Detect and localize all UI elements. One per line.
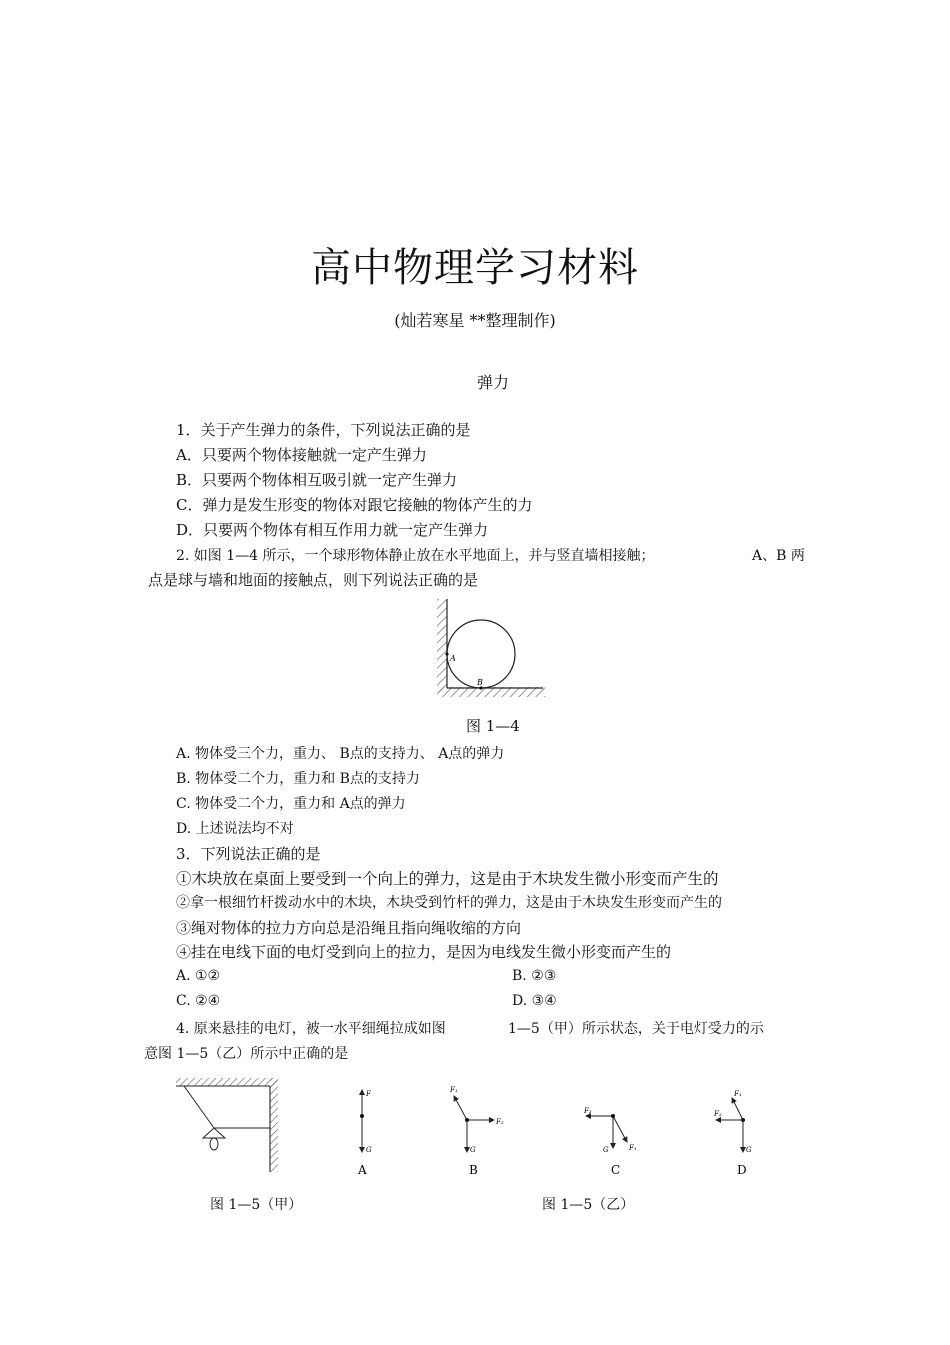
diagram-b-caption: B <box>469 1163 478 1177</box>
q2-stem-line1: 2. 如图 1—4 所示，一个球形物体静止放在水平地面上，并与竖直墙相接触； <box>176 548 655 564</box>
diagram-b-label-f2: F₂ <box>496 1118 504 1126</box>
q3-option-b: B. ②③ <box>512 968 557 984</box>
diagram-c-label-f1: F₁ <box>629 1144 637 1152</box>
diagram-a-label-g: G <box>366 1146 372 1154</box>
diagram-a-caption: A <box>358 1163 367 1177</box>
q3-stem: 3．下列说法正确的是 <box>176 845 321 863</box>
ceiling-hatching <box>176 1078 278 1086</box>
q2-option-b: B. 物体受二个力，重力和 B点的支持力 <box>176 771 420 787</box>
lamp-shade <box>203 1128 225 1138</box>
diagram-c-point <box>611 1114 615 1118</box>
diagram-b-force-f1-arrow <box>454 1096 467 1120</box>
diagram-a-label-f: F <box>366 1090 371 1098</box>
q4-stem-line2: 意图 1—5（乙）所示中正确的是 <box>144 1046 349 1062</box>
diagram-b-label-g: G <box>470 1146 476 1154</box>
q2-option-c: C. 物体受二个力，重力和 A点的弹力 <box>176 796 406 812</box>
wall-hatching <box>437 599 447 693</box>
q1-stem: 1．关于产生弹力的条件，下列说法正确的是 <box>176 421 471 439</box>
q2-stem-line1-right: A、B 两 <box>752 548 805 564</box>
diagram-d-label-g: G <box>746 1146 752 1154</box>
section-heading: 弹力 <box>476 373 509 392</box>
q1-option-d: D．只要两个物体有相互作用力就一定产生弹力 <box>176 521 489 539</box>
diagram-c-force-f1-arrow <box>613 1116 627 1142</box>
diagram-d-label-f1: F₁ <box>734 1090 742 1098</box>
figure-1-5-jia-caption: 图 1—5（甲） <box>210 1197 303 1213</box>
q3-statement-4: ④挂在电线下面的电灯受到向上的拉力，是因为电线发生微小形变而产生的 <box>176 943 672 961</box>
q3-option-d: D. ③④ <box>512 993 557 1009</box>
diagram-d-point <box>741 1118 745 1122</box>
q4-stem-line1-right: 1—5（甲）所示状态，关于电灯受力的示 <box>508 1021 764 1037</box>
q3-statement-3: ③绳对物体的拉力方向总是沿绳且指向绳收缩的方向 <box>176 919 522 937</box>
diagram-c-caption: C <box>611 1163 621 1177</box>
q1-option-c: C．弹力是发生形变的物体对跟它接触的物体产生的力 <box>176 496 533 514</box>
q3-statement-1: ①木块放在桌面上要受到一个向上的弹力，这是由于木块发生微小形变而产生的 <box>176 870 719 888</box>
figure-1-5-yi-force-diagrams <box>330 1076 770 1184</box>
figure-1-5-yi-caption: 图 1—5（乙） <box>542 1197 635 1213</box>
q3-option-c: C. ②④ <box>176 993 221 1009</box>
diagram-b-label-f1: F₁ <box>450 1086 458 1094</box>
diagram-c-label-f2: F₂ <box>584 1107 592 1115</box>
contact-point-a <box>445 652 448 655</box>
diagram-a-point <box>360 1114 364 1118</box>
q4-stem-line1-left: 4. 原来悬挂的电灯，被一水平细绳拉成如图 <box>176 1021 446 1037</box>
suspension-wire <box>184 1086 214 1128</box>
q1-option-a: A．只要两个物体接触就一定产生弹力 <box>176 446 427 464</box>
q3-option-a: A. ①② <box>176 968 221 984</box>
label-b: B <box>477 678 483 687</box>
lamp-bulb-icon <box>210 1138 218 1150</box>
diagram-a <box>357 1090 372 1177</box>
q3-statement-2: ②拿一根细竹杆拨动水中的木块，木块受到竹杆的弹力，这是由于木块发生形变而产生的 <box>176 895 722 911</box>
page-subtitle: (灿若寒星 **整理制作) <box>394 311 556 330</box>
label-a: A <box>450 654 456 663</box>
diagram-d-force-f1-arrow <box>732 1098 743 1120</box>
side-wall-hatching <box>270 1078 278 1172</box>
diagram-c <box>583 1107 637 1177</box>
q2-option-d: D. 上述说法均不对 <box>176 821 294 837</box>
q1-option-b: B．只要两个物体相互吸引就一定产生弹力 <box>176 471 458 489</box>
figure-1-4-ball-diagram <box>425 595 550 705</box>
figure-1-5-jia-lamp <box>170 1074 285 1174</box>
diagram-c-label-g: G <box>603 1146 609 1154</box>
q2-stem-line2: 点是球与墙和地面的接触点，则下列说法正确的是 <box>148 571 479 589</box>
figure-1-4-caption: 图 1—4 <box>466 717 520 735</box>
diagram-d-caption: D <box>737 1163 747 1177</box>
diagram-b-point <box>465 1118 469 1122</box>
q2-option-a: A. 物体受三个力，重力、 B点的支持力、 A点的弹力 <box>176 746 505 762</box>
diagram-d <box>713 1090 752 1177</box>
page-title: 高中物理学习材料 <box>311 245 639 291</box>
diagram-d-label-f2: F₂ <box>714 1110 722 1118</box>
diagram-b <box>449 1086 504 1177</box>
